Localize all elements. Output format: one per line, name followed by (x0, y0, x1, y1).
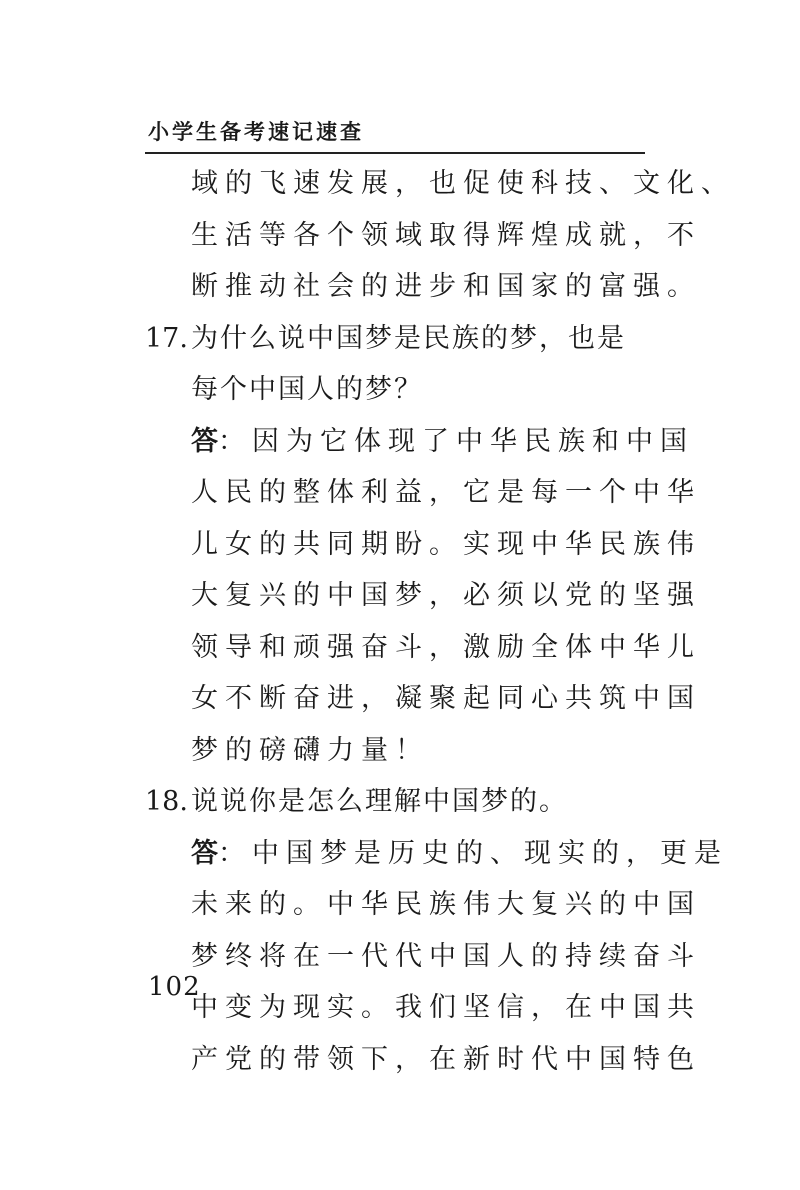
answer-line: 梦终将在一代代中国人的持续奋斗 (191, 940, 701, 972)
answer-line: 梦的磅礴力量！ (191, 734, 429, 766)
question-text-line: 每个中国人的梦？ (191, 374, 423, 405)
question-17 (145, 313, 650, 365)
question-number: 18. (145, 786, 188, 817)
question-text-line: 为什么说中国梦是民族的梦，也是 (191, 322, 626, 354)
answer-label: 答 (191, 425, 218, 457)
question-number: 17. (145, 322, 188, 354)
answer-17-first-line (145, 416, 694, 468)
answer-line: 儿女的共同期盼。实现中华民族伟 (191, 528, 701, 560)
continuation-line: 域的飞速发展，也促使科技、文化、 (191, 168, 735, 199)
answer-line: 未来的。中华民族伟大复兴的中国 (191, 889, 701, 920)
page-number: 102 (148, 972, 201, 1002)
page-body (145, 158, 735, 1085)
running-header: 小学生备考速记速查 (148, 120, 364, 144)
continuation-line: 生活等各个领域取得辉煌成就，不 (191, 219, 701, 251)
answer-line: 中变为现实。我们坚信，在中国共 (191, 992, 701, 1023)
answer-line: 产党的带领下，在新时代中国特色 (191, 1043, 701, 1075)
answer-line: 大复兴的中国梦，必须以党的坚强 (191, 580, 701, 611)
answer-18-first-line (145, 828, 728, 880)
answer-line: 人民的整体利益，它是每一个中华 (191, 477, 701, 508)
answer-text: ：中国梦是历史的、现实的，更是 (218, 837, 728, 869)
answer-line: 领导和顽强奋斗，激励全体中华儿 (191, 631, 701, 663)
question-text-line: 说说你是怎么理解中国梦的。 (191, 786, 568, 817)
continuation-line: 断推动社会的进步和国家的富强。 (191, 271, 701, 302)
question-18 (145, 776, 650, 828)
answer-text: ：因为它体现了中华民族和中国 (218, 425, 694, 457)
header-rule (145, 152, 645, 154)
answer-line: 女不断奋进，凝聚起同心共筑中国 (191, 683, 701, 714)
answer-label: 答 (191, 837, 218, 869)
